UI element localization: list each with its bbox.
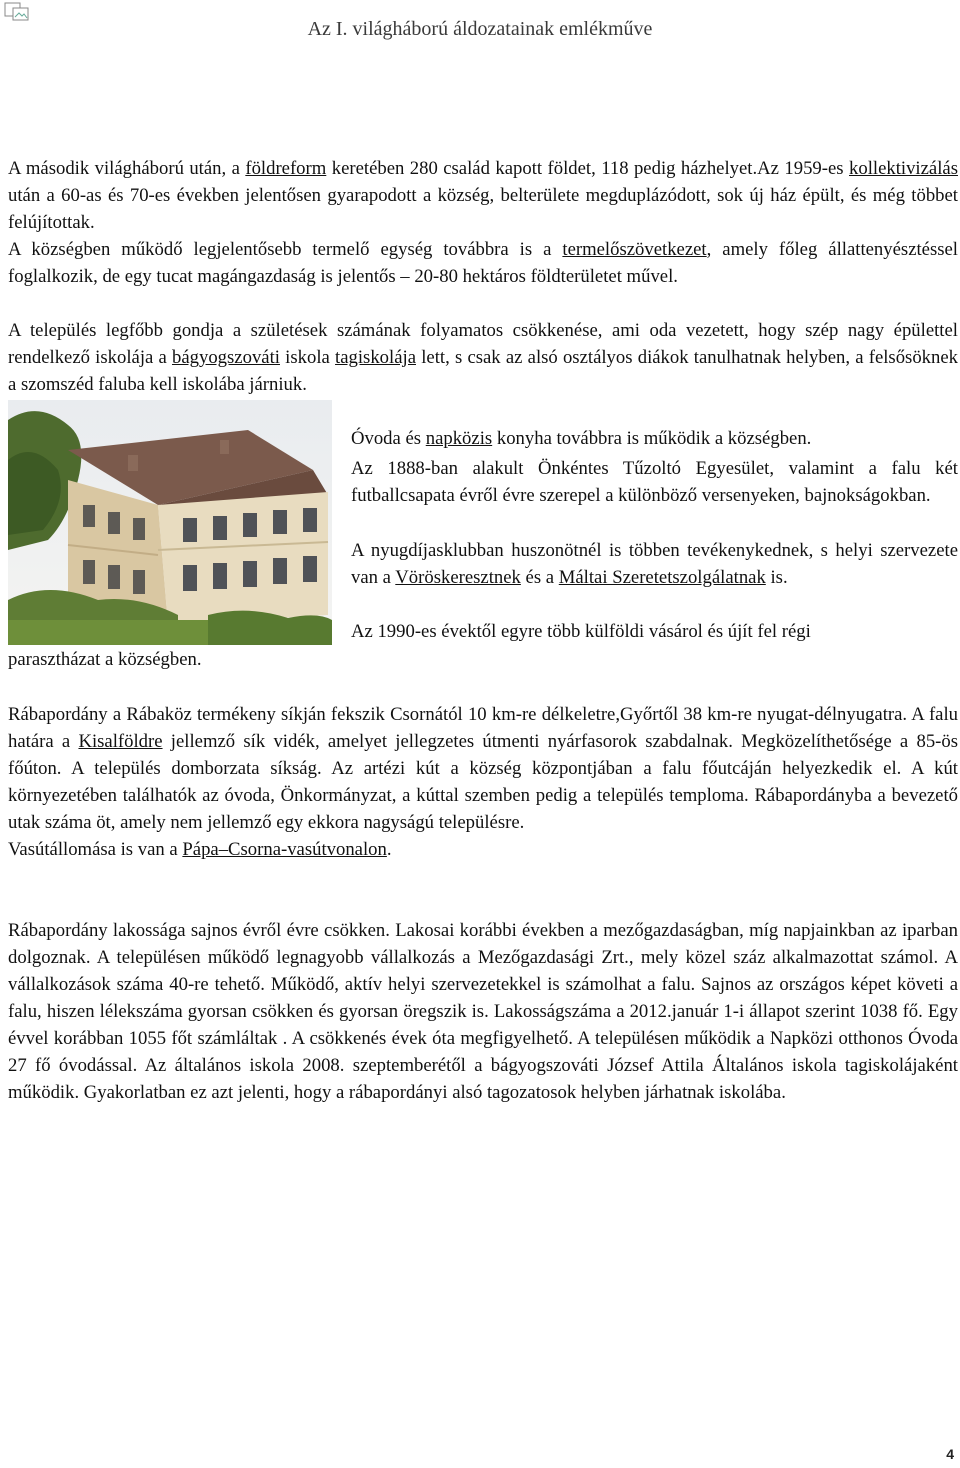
side-text-foreign-buyers-cont: parasztházat a községben.: [8, 649, 202, 670]
link-kisalfold[interactable]: Kisalföldre: [78, 731, 163, 752]
link-voroskereszt[interactable]: Vöröskeresztnek: [395, 567, 521, 588]
link-termeloszovetkezet[interactable]: termelőszövetkezet: [562, 239, 707, 260]
link-bagyogszovati[interactable]: bágyogszováti: [172, 347, 280, 368]
paragraph-school: A település legfőbb gondja a születések számának folyamatos csökkenése, ami oda vezetett, hogy szép nagy épülettel rendelkező iskolája a bágyogszováti iskola tagiskolája lett, s csak az alsó osztályos diákok tanulhatnak helyben, a felsősöknek a szomszéd faluba kell iskolába járniuk.: [8, 320, 958, 395]
link-maltai-szeretetszolgalat[interactable]: Máltai Szeretetszolgálatnak: [558, 567, 766, 588]
side-text-kindergarten: Óvoda és napközis konyha továbbra is működik a községben.: [351, 428, 812, 449]
paragraph-cooperative: A községben működő legjelentősebb termelő egység továbbra is a termelőszövetkezet, amely főleg állattenyésztéssel foglalkozik, de egy tucat magángazdaság is jelentős – 20-80 hektáros földterületet művel.: [8, 239, 959, 287]
paragraph-geography: Rábapordány a Rábaköz termékeny síkján fekszik Csornától 10 km-re délkeletre,Győrtől 38 km-re nyugat-délnyugatra. A falu határa a Kisalföldre jellemző sík vidék, amelyet jellegzetes útmenti nyárfasorok szabdalnak. Megközelíthetősége a 85-ös főúton. A település domborzata síkság. Az artézi kút a község központjában a falu főutcáján helyezkedik el. A kút környezetében találhatók az óvoda, Önkormányzat, a kúttal szemben pedig a település temploma. Rábapordányba a bevezető utak száma öt, amely nem jellemző egy ekkora nagyságú településre. Vasútállomása is van a Pápa–Csorna-vasútvonalon.: [8, 704, 958, 860]
link-napkozis[interactable]: napközis: [425, 428, 493, 449]
side-text-foreign-buyers: Az 1990-es évektől egyre több külföldi vásárol és újít fel régi: [351, 621, 811, 642]
page-number: 4: [946, 1446, 954, 1462]
link-tagiskolaja[interactable]: tagiskolája: [335, 347, 416, 368]
link-kollektivizalas[interactable]: kollektivizálás: [849, 158, 958, 179]
school-building-photo: [8, 400, 332, 645]
link-foldreform[interactable]: földreform: [245, 158, 327, 179]
paragraph-population: Rábapordány lakossága sajnos évről évre csökken. Lakosai korábbi években a mezőgazdaságban, míg napjainkban az iparban dolgoznak. A településen működő legnagyobb vállalkozás a Mezőgazdasági Zrt., mely közel száz alkalmazottat számol. A vállalkozások száma 40-re tehető. Működő, aktív helyi szervezetekkel is számolhat a falu. Sajnos az országos képet követi a falu, hiszen lélekszáma gyorsan csökken és gyorsan öregszik is. Lakosságszáma a 2012.január 1-i állapot szerint 1038 fő. Egy évvel korábban 1055 főt számláltak . A csökkenés évek óta megfigyelhető. A településen működik a Napközi otthonos Óvoda 27 fő óvodással. Az általános iskola 2008. szeptemberétől a bágyogszováti József Attila Általános iskola tagiskolájaként működik. Gyakorlatban ez azt jelenti, hogy a rábapordányi alsó tagozatosok helyben járhatnak iskolába.: [8, 920, 958, 1103]
page-header-title: Az I. világháború áldozatainak emlékműve: [307, 18, 653, 40]
paragraph-land-reform: A második világháború után, a földreform keretében 280 család kapott földet, 118 pedig házhelyet.Az 1959-es kollektivizálás után a 60-as és 70-es években jelentősen gyarapodott a község, belterülete megduplázódott, sok új ház épült, és még többet felújítottak.: [8, 158, 958, 233]
side-text-pensioners-club: A nyugdíjasklubban huszonötnél is többen tevékenykednek, s helyi szervezete van a Vöröskeresztnek és a Máltai Szeretetszolgálatnak is.: [351, 540, 958, 588]
side-text-fire-brigade: Az 1888-ban alakult Önkéntes Tűzoltó Egyesület, valamint a falu két futballcsapata évről évre szerepel a különböző versenyeken, bajnokságokban.: [351, 458, 958, 506]
link-papa-csorna-vasutvonal[interactable]: Pápa–Csorna-vasútvonalon: [182, 839, 387, 860]
